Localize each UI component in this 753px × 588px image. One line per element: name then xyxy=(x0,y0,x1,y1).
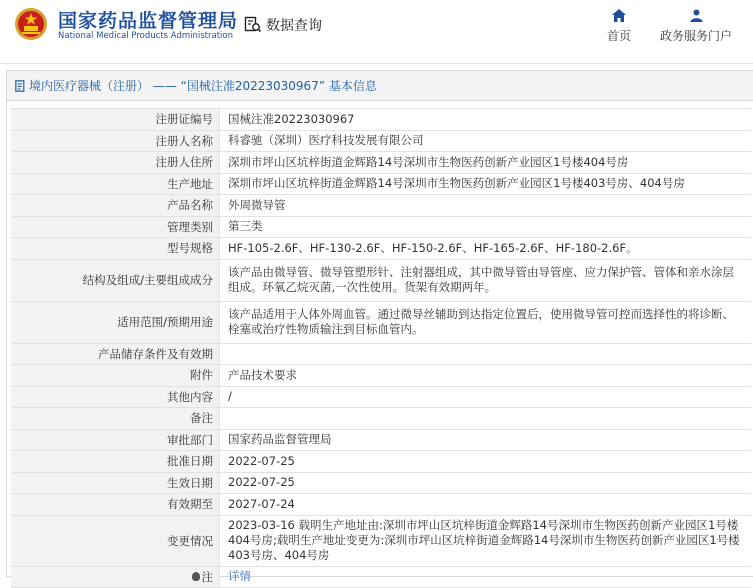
table-row xyxy=(11,131,751,153)
national-emblem-icon[interactable] xyxy=(14,7,48,41)
table-row xyxy=(11,430,751,452)
table-row xyxy=(11,302,751,344)
field-value xyxy=(220,408,751,429)
field-value: 该产品由微导管、微导管塑形针、注射器组成，其中微导管由导管座、应力保护管、管体和亲水涂层组成。环氧乙烷灭菌,一次性使用。货架有效期两年。 xyxy=(220,260,751,301)
note-value-cell xyxy=(220,567,751,588)
field-label: 管理类别 xyxy=(11,217,220,238)
field-value: 国家药品监督管理局 xyxy=(220,430,751,451)
table-row xyxy=(11,567,751,588)
document-icon xyxy=(15,80,26,92)
table-row xyxy=(11,516,751,567)
field-label: 附件 xyxy=(11,365,220,386)
field-label: 产品名称 xyxy=(11,195,220,216)
table-row xyxy=(11,260,751,302)
nav-service-portal[interactable] xyxy=(660,9,732,44)
table-row xyxy=(11,195,751,217)
field-value: 2027-07-24 xyxy=(220,494,751,515)
table-row xyxy=(11,174,751,196)
details-link[interactable]: 详情 xyxy=(228,569,251,584)
detail-table xyxy=(11,108,751,588)
field-label: 变更情况 xyxy=(11,516,220,566)
panel-title-bar xyxy=(7,71,753,101)
field-label: 注册人住所 xyxy=(11,152,220,173)
field-value: HF-105-2.6F、HF-130-2.6F、HF-150-2.6F、HF-165-2.6F、HF-180-2.6F。 xyxy=(220,238,751,259)
field-label: 结构及组成/主要组成成分 xyxy=(11,260,220,301)
user-icon xyxy=(690,9,703,22)
field-value: 深圳市坪山区坑梓街道金辉路14号深圳市生物医药创新产业园区1号楼403号房、404号房 xyxy=(220,174,751,195)
field-value: 科睿驰（深圳）医疗科技发展有限公司 xyxy=(220,131,751,152)
table-row xyxy=(11,152,751,174)
field-label: 注册证编号 xyxy=(11,109,220,130)
field-label: 审批部门 xyxy=(11,430,220,451)
data-query-label: 数据查询 xyxy=(266,15,322,35)
field-label: 注 xyxy=(202,569,214,585)
field-value xyxy=(220,344,751,365)
field-label: 其他内容 xyxy=(11,387,220,408)
field-label: 型号规格 xyxy=(11,238,220,259)
field-value: 产品技术要求 xyxy=(220,365,751,386)
nav-service-portal-label: 政务服务门户 xyxy=(660,27,732,44)
header-divider xyxy=(0,63,753,64)
data-query-link[interactable] xyxy=(244,14,322,36)
panel-title: 境内医疗器械（注册） —— “国械注准20223030967” 基本信息 xyxy=(29,77,377,94)
field-value: 深圳市坪山区坑梓街道金辉路14号深圳市生物医药创新产业园区1号楼404号房 xyxy=(220,152,751,173)
field-value: 国械注准20223030967 xyxy=(220,109,751,130)
table-row xyxy=(11,109,751,131)
field-label: 备注 xyxy=(11,408,220,429)
field-value: 2022-07-25 xyxy=(220,473,751,494)
table-row xyxy=(11,473,751,495)
detail-panel xyxy=(6,70,753,577)
table-row xyxy=(11,451,751,473)
home-icon xyxy=(612,9,626,22)
table-row xyxy=(11,365,751,387)
field-label: 产品储存条件及有效期 xyxy=(11,344,220,365)
field-value: 该产品适用于人体外周血管。通过微导丝辅助到达指定位置后，使用微导管可控而选择性的将诊断、栓塞或治疗性物质输注到目标血管内。 xyxy=(220,302,751,343)
site-header xyxy=(0,0,753,64)
table-row xyxy=(11,387,751,409)
nav-home-label: 首页 xyxy=(607,27,631,44)
field-label: 生效日期 xyxy=(11,473,220,494)
field-label: 生产地址 xyxy=(11,174,220,195)
table-row xyxy=(11,238,751,260)
field-label: 有效期至 xyxy=(11,494,220,515)
field-value: / xyxy=(220,387,751,408)
field-label: 注册人名称 xyxy=(11,131,220,152)
brand-name-en[interactable]: National Medical Products Administration xyxy=(58,31,233,41)
field-label: 批准日期 xyxy=(11,451,220,472)
data-search-icon xyxy=(244,16,262,34)
brand-name-cn[interactable]: 国家药品监督管理局 xyxy=(58,6,238,33)
field-label: 适用范围/预期用途 xyxy=(11,302,220,343)
field-value: 外周微导管 xyxy=(220,195,751,216)
table-row xyxy=(11,408,751,430)
lightbulb-icon xyxy=(192,572,200,581)
field-value: 第三类 xyxy=(220,217,751,238)
field-value: 2023-03-16 载明生产地址由:深圳市坪山区坑梓街道金辉路14号深圳市生物医药创新产业园区1号楼404号房;载明生产地址变更为:深圳市坪山区坑梓街道金辉路14号深圳市生物医药创新产业园区1号楼403号房、404号房 xyxy=(220,516,751,566)
table-row xyxy=(11,494,751,516)
nav-home[interactable] xyxy=(607,9,631,44)
field-value: 2022-07-25 xyxy=(220,451,751,472)
table-row xyxy=(11,217,751,239)
note-label-cell xyxy=(11,567,220,588)
table-row xyxy=(11,344,751,366)
